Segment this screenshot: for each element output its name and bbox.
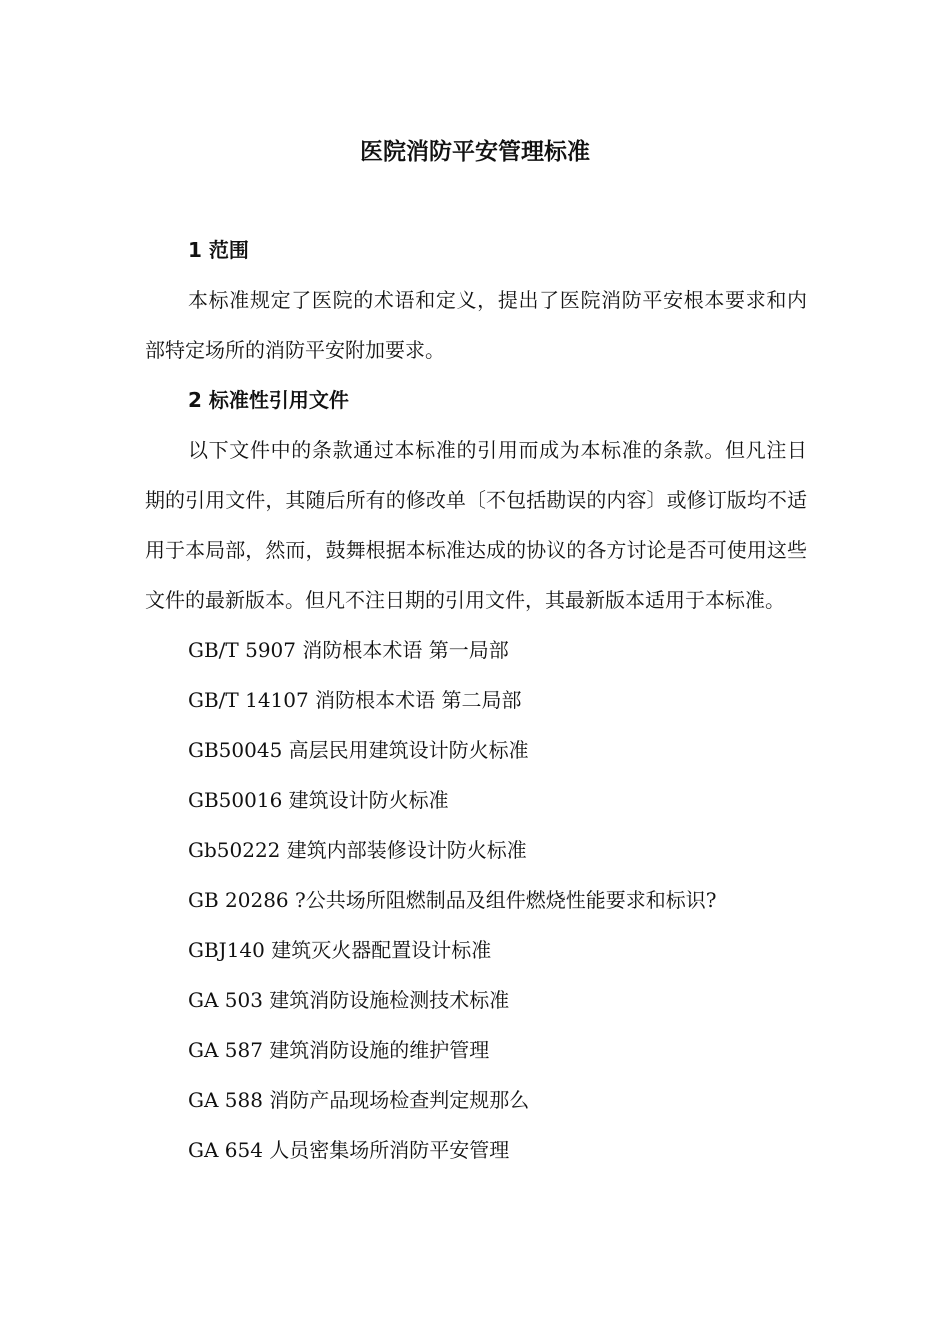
- reference-item: GA 587 建筑消防设施的维护管理: [188, 1038, 490, 1062]
- document-body: [145, 225, 807, 1175]
- reference-item: GB50016 建筑设计防火标准: [188, 788, 449, 812]
- reference-item: GB/T 14107 消防根本术语 第二局部: [188, 688, 522, 712]
- section-heading-normative-references: 2 标准性引用文件: [188, 388, 349, 412]
- reference-item: Gb50222 建筑内部装修设计防火标准: [188, 838, 527, 862]
- reference-item: GB 20286 ?公共场所阻燃制品及组件燃烧性能要求和标识?: [188, 888, 717, 912]
- reference-item: GB/T 5907 消防根本术语 第一局部: [188, 638, 509, 662]
- document-title: 医院消防平安管理标准: [360, 139, 590, 165]
- reference-item: GA 503 建筑消防设施检测技术标准: [188, 988, 510, 1012]
- section-heading-scope: 1 范围: [188, 238, 249, 262]
- section-paragraph-scope: 本标准规定了医院的术语和定义，提出了医院消防平安根本要求和内部特定场所的消防平安附加要求。: [145, 288, 807, 362]
- reference-item: GA 654 人员密集场所消防平安管理: [188, 1138, 510, 1162]
- reference-list: [145, 625, 807, 1175]
- reference-item: GA 588 消防产品现场检查判定规那么: [188, 1088, 530, 1112]
- section-paragraph-normative-references: 以下文件中的条款通过本标准的引用而成为本标准的条款。但凡注日期的引用文件，其随后所有的修改单〔不包括勘误的内容〕或修订版均不适用于本局部，然而，鼓舞根据本标准达成的协议的各方讨论是否可使用这些文件的最新版本。但凡不注日期的引用文件，其最新版本适用于本标准。: [145, 438, 807, 612]
- reference-item: GBJ140 建筑灭火器配置设计标准: [188, 938, 492, 962]
- reference-item: GB50045 高层民用建筑设计防火标准: [188, 738, 529, 762]
